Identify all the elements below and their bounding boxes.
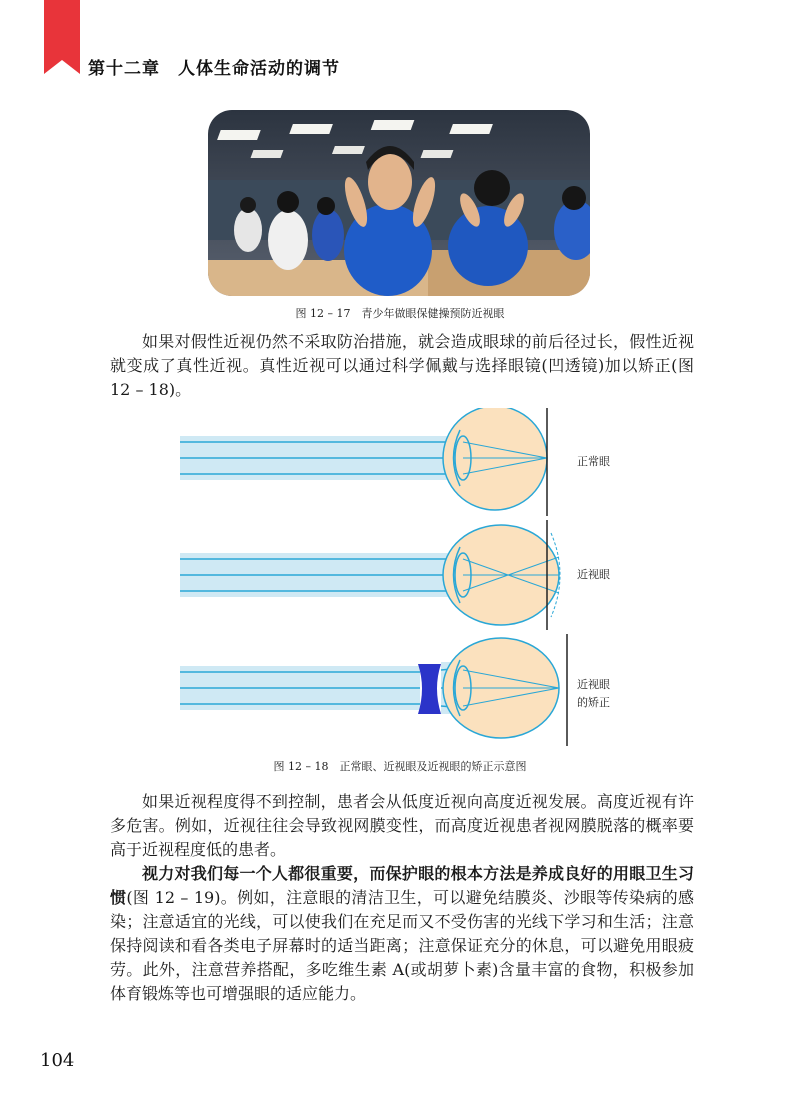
paragraph-myopia-risk [110,790,694,862]
paragraph-text: 如果对假性近视仍然不采取防治措施，就会造成眼球的前后径过长，假性近视就变成了真性近视。真性近视可以通过科学佩戴与选择眼镜(凹透镜)加以矫正(图 12 – 18)。 [110,332,694,399]
chapter-title: 第十二章 人体生命活动的调节 [88,59,340,79]
paragraph-text: 如果近视程度得不到控制，患者会从低度近视向高度近视发展。高度近视有许多危害。例如，近视往往会导致视网膜变性，而高度近视患者视网膜脱落的概率要高于近视程度低的患者。 [110,792,694,859]
paragraph-rest: (图 12 – 19)。例如，注意眼的清洁卫生，可以避免结膜炎、沙眼等传染病的感染；注意适宜的光线，可以使我们在充足而又不受伤害的光线下学习和生活；注意保持阅读和看各类电子屏幕时的适当距离；注意保证充分的休息，可以避免用眼疲劳。此外，注意营养搭配，多吃维生素 A(或胡萝卜素)含量丰富的食物，积极参加体育锻炼等也可增强眼的适应能力。 [110,888,694,1003]
photo-illustration [208,110,590,296]
eye-diagram [175,408,635,753]
paragraph-text [110,862,694,1006]
figure-12-18-caption: 图 12 – 18 正常眼、近视眼及近视眼的矫正示意图 [273,760,527,773]
concave-lens-icon [418,664,441,714]
myopic-eye-label: 近视眼 [577,568,610,581]
corrected-eye-label-line2: 的矫正 [577,696,610,709]
paragraph-eye-care [110,862,694,1006]
normal-eye-figure [180,408,610,516]
key-sentence: 视力对我们每一个人都很重要，而保护眼的根本方法是养成良好的用眼卫生习惯 [110,864,694,907]
paragraph-true-myopia [110,330,694,402]
corrected-eye-figure [180,634,610,746]
figure-12-17-caption: 图 12 – 17 青少年做眼保健操预防近视眼 [295,307,505,320]
myopic-eye-figure [180,520,610,630]
normal-eye-label: 正常眼 [577,455,610,468]
page-number: 104 [40,1050,75,1071]
corrected-eye-label-line1: 近视眼 [577,678,610,691]
students-eye-exercise-photo [208,110,590,296]
eye-diagram-svg [175,408,635,753]
chapter-tab-notch [44,60,80,74]
